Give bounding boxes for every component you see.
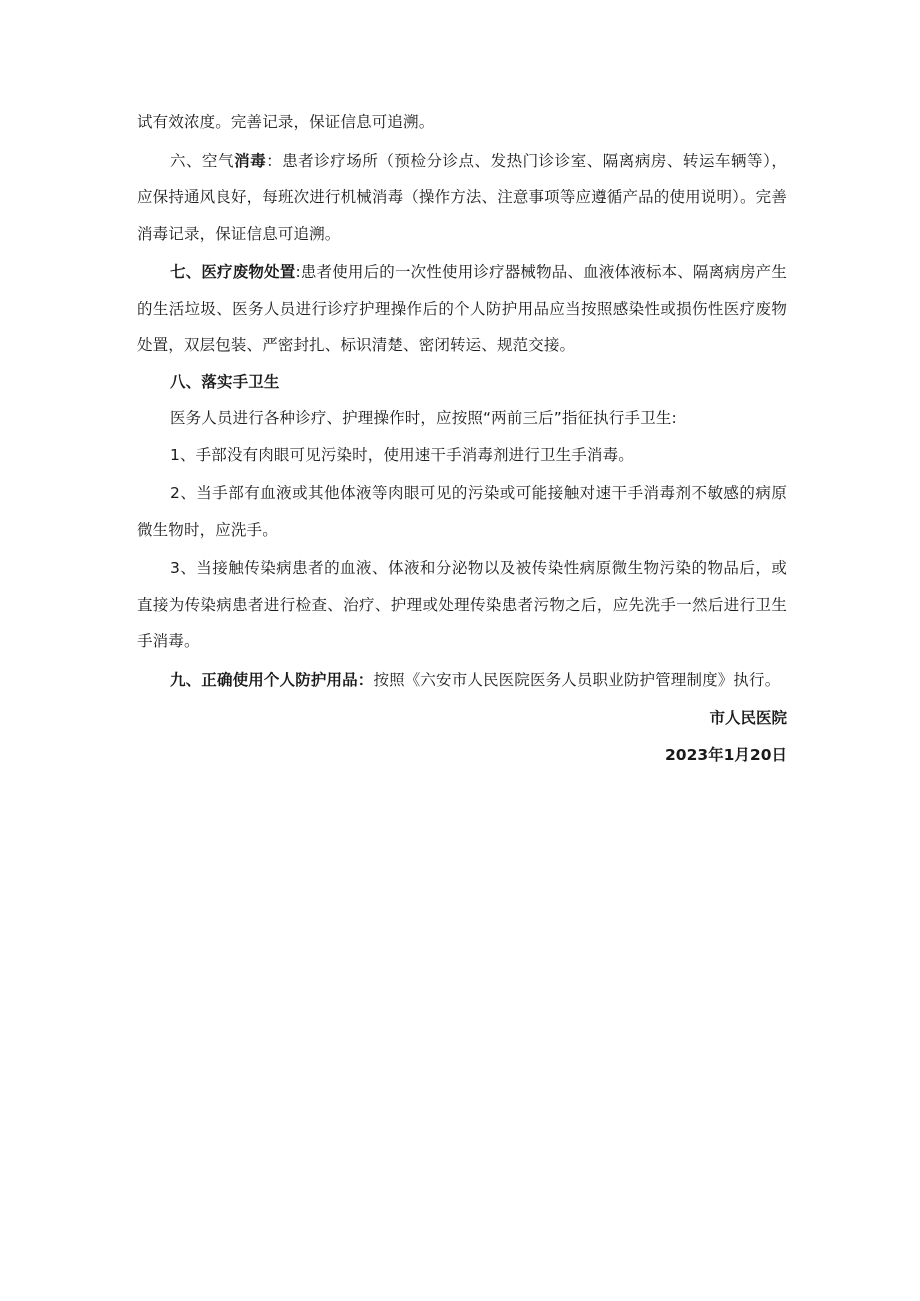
section-7-heading: 七、医疗废物处置: [170, 263, 296, 281]
section-8-heading: 八、落实手卫生: [170, 372, 280, 391]
signature-date: 2023年1月20日: [665, 745, 787, 764]
section-6-number: 六、空气: [170, 151, 235, 170]
section-9-body: 按照《六安市人民医院医务人员职业防护管理制度》执行。: [373, 670, 781, 689]
section-6-body: ：患者诊疗场所（预检分诊点、发热门诊诊室、隔离病房、转运车辆等），应保持通风良好，每班次进行机械消毒（操作方法、注意事项等应遵循产品的使用说明）。完善消毒记录，保证信息可追溯。: [137, 151, 787, 243]
section-8-item-2: 2、当手部有血液或其他体液等肉眼可见的污染或可能接触对速干手消毒剂不敏感的病原微生物时，应洗手。: [137, 484, 787, 539]
section-6-air-disinfection: [137, 143, 787, 253]
section-9-ppe: [137, 662, 787, 699]
section-7-medical-waste: [137, 254, 787, 364]
document-page: [137, 104, 787, 773]
signature-hospital: 市人民医院: [709, 709, 787, 727]
section-8-item-3: 3、当接触传染病患者的血液、体液和分泌物以及被传染性病原微生物污染的物品后，或直接为传染病患者进行检查、治疗、护理或处理传染患者污物之后，应先洗手一然后进行卫生手消毒。: [137, 559, 787, 650]
section-8-intro: 医务人员进行各种诊疗、护理操作时，应按照“两前三后”指征执行手卫生:: [170, 409, 677, 427]
section-7-body: :患者使用后的一次性使用诊疗器械物品、血液体液标本、隔离病房产生的生活垃圾、医务人员进行诊疗护理操作后的个人防护用品应当按照感染性或损伤性医疗废物处置，双层包装、严密封扎、标识清楚、密闭转运、规范交接。: [137, 263, 787, 354]
paragraph-continued: 试有效浓度。完善记录，保证信息可追溯。: [137, 113, 435, 131]
section-9-heading: 九、正确使用个人防护用品：: [170, 670, 374, 689]
section-8-item-1: 1、手部没有肉眼可见污染时，使用速干手消毒剂进行卫生手消毒。: [170, 445, 634, 464]
section-6-bold-term: 消毒: [234, 151, 267, 170]
